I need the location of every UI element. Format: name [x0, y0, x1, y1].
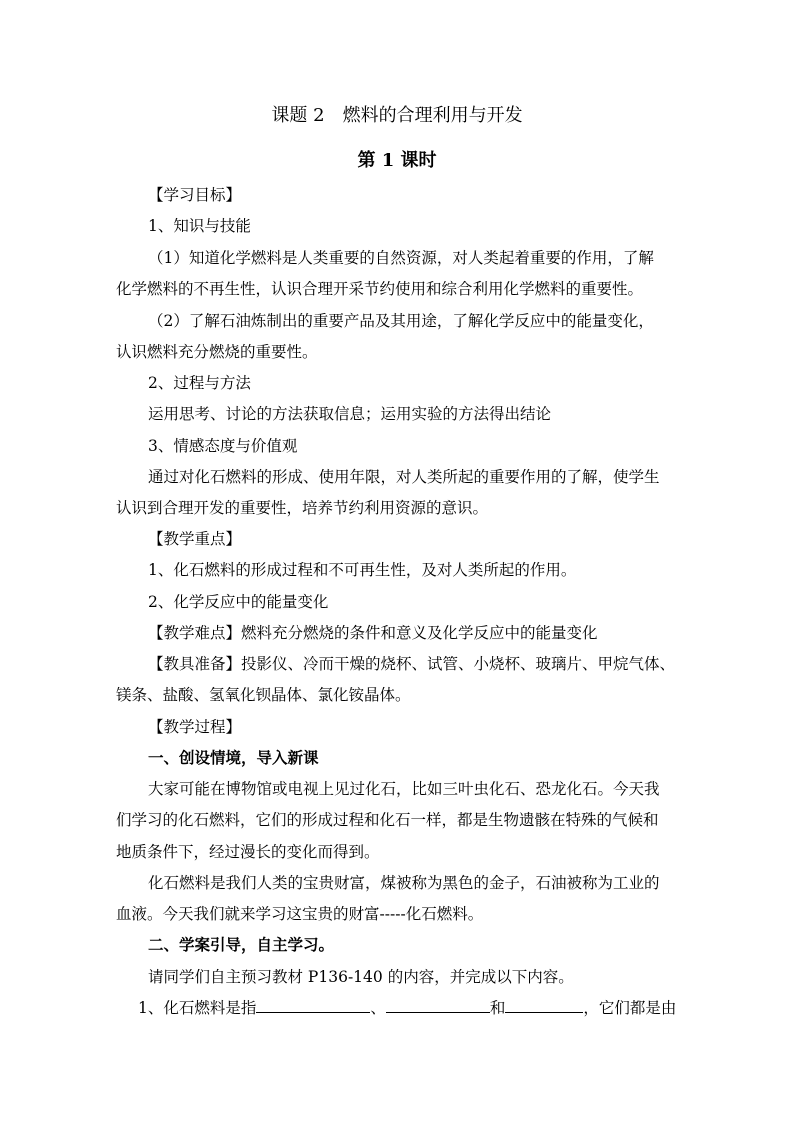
section-1-p1-line-1: 大家可能在博物馆或电视上见过化石，比如三叶虫化石、恐龙化石。今天我 [148, 780, 660, 798]
section-1-p1-line-3: 地质条件下，经过漫长的变化而得到。 [116, 843, 380, 861]
knowledge-item-2-line-2: 认识燃料充分燃烧的重要性。 [116, 343, 318, 361]
knowledge-item-2-line-1: （2）了解石油炼制出的重要产品及其用途，了解化学反应中的能量变化， [148, 312, 654, 330]
key-point-1: 1、化石燃料的形成过程和不可再生性，及对人类所起的作用。 [148, 561, 577, 579]
section-2-intro: 请同学们自主预习教材 P136-140 的内容，并完成以下内容。 [148, 968, 574, 986]
process-text: 运用思考、讨论的方法获取信息；运用实验的方法得出结论 [148, 405, 552, 423]
equipment-line-1: 【教具准备】投影仪、冷而干燥的烧杯、试管、小烧杯、玻璃片、甲烷气体、 [148, 655, 676, 673]
question-1-separator-1: 、 [370, 999, 386, 1017]
equipment-line-2: 镁条、盐酸、氢氧化钡晶体、氯化铵晶体。 [116, 686, 411, 704]
process-section-heading: 【教学过程】 [148, 718, 242, 736]
objectives-heading: 【学习目标】 [148, 186, 242, 204]
section-1-p2-line-1: 化石燃料是我们人类的宝贵财富，煤被称为黑色的金子，石油被称为工业的 [148, 874, 660, 892]
knowledge-item-1-line-2: 化学燃料的不再生性，认识合理开采节约使用和综合利用化学燃料的重要性。 [116, 280, 644, 298]
page-title: 课题 2 燃料的合理利用与开发 [271, 105, 523, 126]
section-1-p1-line-2: 们学习的化石燃料，它们的形成过程和化石一样，都是生物遗骸在特殊的气候和 [116, 811, 659, 829]
question-1-blank-1[interactable] [256, 998, 370, 1013]
question-1-suffix: ，它们都是由 [583, 999, 677, 1017]
emotion-heading: 3、情感态度与价值观 [148, 437, 298, 455]
knowledge-item-1-line-1: （1）知道化学燃料是人类重要的自然资源，对人类起着重要的作用，了解 [148, 249, 654, 267]
emotion-text-line-1: 通过对化石燃料的形成、使用年限，对人类所起的重要作用的了解，使学生 [148, 468, 660, 486]
difficulty-text: 【教学难点】燃料充分燃烧的条件和意义及化学反应中的能量变化 [148, 624, 598, 642]
question-1 [138, 998, 676, 1018]
key-point-2: 2、化学反应中的能量变化 [148, 593, 329, 611]
section-1-heading: 一、创设情境，导入新课 [148, 748, 319, 767]
question-1-blank-3[interactable] [505, 998, 583, 1013]
question-1-blank-2[interactable] [386, 998, 490, 1013]
question-1-separator-2: 和 [489, 999, 506, 1017]
process-heading: 2、过程与方法 [148, 374, 251, 392]
section-1-p2-line-2: 血液。今天我们就来学习这宝贵的财富-----化石燃料。 [116, 905, 484, 923]
question-1-prefix: 1、化石燃料是指 [138, 999, 257, 1017]
page-subtitle: 第 1 课时 [357, 150, 437, 171]
emotion-text-line-2: 认识到合理开发的重要性，培养节约利用资源的意识。 [116, 499, 489, 517]
knowledge-heading: 1、知识与技能 [148, 217, 251, 235]
section-2-heading: 二、学案引导，自主学习。 [148, 935, 335, 954]
key-points-heading: 【教学重点】 [148, 530, 242, 548]
